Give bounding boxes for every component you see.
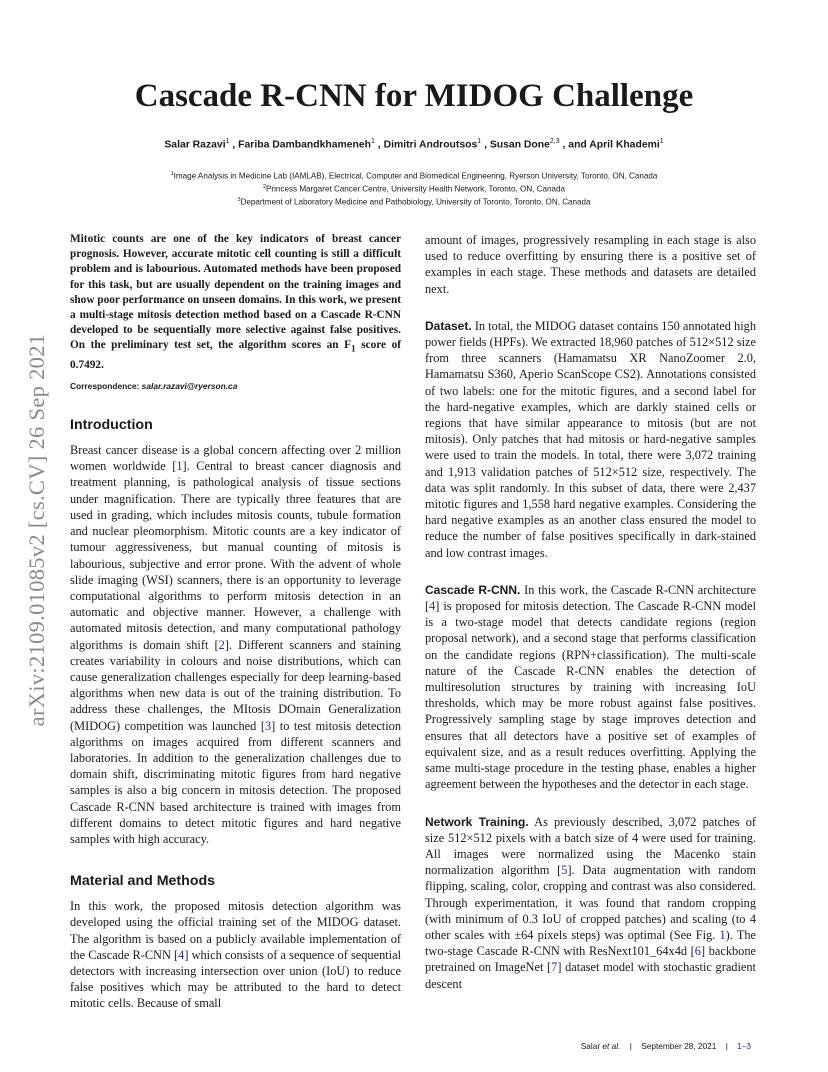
footer-author: Salar	[580, 1041, 601, 1051]
body-text: As previously described, 3,072 patches of size 512×512 pixels with a batch size of 4 were used for training. All images were normalized using the Macenko stain normalization algorithm [	[425, 814, 756, 878]
footer-page-number[interactable]: 1–3	[737, 1041, 751, 1051]
author-name: April Khademi	[589, 139, 660, 151]
affiliation-mark: 1	[170, 171, 174, 177]
footer-date: September 28, 2021	[641, 1041, 717, 1051]
author-name: Dimitri Androutsos	[383, 139, 478, 151]
arxiv-stamp	[22, 290, 52, 770]
footer-separator: |	[629, 1041, 632, 1051]
citation-link[interactable]: 4	[429, 599, 436, 614]
author-separator: , and	[559, 139, 590, 151]
abstract-text-end: score of 0.7492.	[70, 339, 401, 371]
body-text: In this work, the Cascade R-CNN architecture [	[425, 582, 756, 614]
footer-etal: et al.	[602, 1041, 621, 1051]
body-text: Breast cancer disease is a global concern affecting over 2 million women worldwide [	[70, 443, 401, 474]
right-column	[425, 232, 756, 992]
body-text: In total, the MIDOG dataset contains 150 annotated high power fields (HPFs). We extracted 18,960 patches of 512×512 size from three scanners (Hamamatsu XR NanoZoomer 2.0, Hamamatsu S360, Aperio ScanScope CS2). Annotations consisted of two labels: one for the mitotic figures, and a second label for the hard-negative examples, which are darkly stained cells or regions that have similar appearance to mitosis (but are not mitosis). Only patches that had mitosis or hard-negative samples were used to train the models. In total, there were 3,072 training and 1,913 validation patches of 512×512 size, respectively. The data was split randomly. In this subset of data, there were 2,437 mitotic figures and 1,558 hard negative examples. Considering the hard negative examples as an another class ensured the model to reduce the number of false positives specifically in dark-stained and low contrast images.	[425, 318, 756, 560]
body-text: ]. Data augmentation with random flipping, scaling, color, cropping and contrast was also considered. Through experimentation, it was found that random cropping (with minimum of 0.3 IoU of cropped patches) and scaling (to 4 other scales with ±64 pixels steps) was optimal (See Fig.	[425, 863, 756, 942]
affiliation-list	[0, 169, 828, 208]
body-text: ]. Central to breast cancer diagnosis and treatment planning, is pathological analysis of tissue sections under magnification. There are typically three features that are used in grading, which includes mitosis counts, tubule formation and nuclear pleomorphism. Mitotic counts are a key indicator of tumour aggressiveness, but manual counting of mitosis is labourious, subjective and error prone. With the advent of whole slide imaging (WSI) scanners, there is an opportunity to leverage computational algorithms to perform mitosis detection in an automatic and objective manner. However, a challenge with automated mitosis detection, and many computational pathology algorithms is domain shift [	[70, 459, 401, 652]
author-affiliation-mark: 1	[659, 138, 664, 145]
left-column	[70, 232, 401, 1012]
author-list	[0, 138, 828, 150]
author-affiliation-mark: 2,3	[549, 138, 560, 145]
author-affiliation-mark: 1	[225, 138, 230, 145]
arxiv-stamp-text: arXiv:2109.01085v2 [cs.CV] 26 Sep 2021	[24, 333, 49, 727]
citation-link[interactable]: 2	[218, 637, 225, 652]
body-text: ] backbone pretrained on ImageNet [	[425, 944, 757, 975]
f1-subscript: 1	[350, 344, 356, 355]
citation-link[interactable]: 3	[264, 718, 272, 733]
citation-link[interactable]: 7	[551, 960, 558, 975]
correspondence	[70, 381, 401, 391]
affiliation-mark: 2	[262, 183, 267, 190]
abstract-text: Mitotic counts are one of the key indicators of breast cancer prognosis. However, accurate mitotic cell counting is still a difficult problem and is labourious. Automated methods have been proposed for this task, but are usually dependent on the training images and show poor performance on unseen domains. In this work, we present a multi-stage mitosis detection method based on a Cascade R-CNN developed to be sequentially more selective against false positives. On the preliminary test set, the algorithm scores an F	[70, 233, 401, 352]
author-name: Salar Razavi	[164, 139, 226, 151]
body-text: ] is proposed for mitosis detection. The Cascade R-CNN model is a two-stage model that detects candidate regions (region proposal network), and a second stage that performs classification on the candidate regions (RPN+classification). The multi-scale nature of the Cascade R-CNN enables the detection of multiresolution structures by training with increasing IoU thresholds, which may be more robust against false positives. Progressively sampling stage by stage improves detection and ensures that all detectors have a positive set of examples of equivalent size, and as a result reduces overfitting. Applying the same multi-stage procedure in the testing phase, enables a higher agreement between the hypotheses and the detector in each stage.	[425, 599, 756, 792]
author-separator: ,	[481, 139, 490, 151]
correspondence-email[interactable]: salar.razavi@ryerson.ca	[141, 381, 238, 392]
affiliation	[0, 182, 828, 195]
methods-heading: Material and Methods	[70, 873, 216, 890]
dataset-paragraph	[425, 318, 756, 561]
introduction-heading: Introduction	[70, 417, 153, 434]
body-text: ] to test mitosis detection algorithms on images acquired from different scanners and laboratories. In addition to the generalization challenges due to domain shift, discriminating mitotic figures from hard negative samples is also a big concern in mitosis detection. The proposed Cascade R-CNN based architecture is trained with images from different domains to detect mitotic figures and hard negative samples with high accuracy.	[70, 718, 401, 846]
affiliation-mark: 3	[237, 196, 241, 203]
page-footer	[581, 1041, 751, 1051]
body-text: ] dataset model with stochastic gradient descent	[425, 960, 756, 991]
body-text: In this work, the proposed mitosis detection algorithm was developed using the official training set of the MIDOG dataset. The algorithm is based on a publicly available implementation of the Cascade R-CNN [	[70, 899, 401, 962]
methods-body-continued: amount of images, progressively resampling in each stage is also used to reduce overfitting by ensuring there is a positive set of examples in each stage. These methods and datasets are detailed next.	[425, 233, 756, 296]
author-affiliation-mark: 1	[477, 138, 482, 145]
affiliation-text: Department of Laboratory Medicine and Pathobiology, University of Toronto, Toronto, ON, Canada	[240, 197, 591, 207]
cascade-paragraph	[425, 582, 756, 793]
author-name: Susan Done	[489, 139, 550, 151]
affiliation	[0, 169, 828, 182]
citation-link[interactable]: 6	[694, 944, 701, 959]
figure-link[interactable]: 1	[719, 927, 726, 942]
abstract	[70, 232, 401, 373]
body-text: ]. Different scanners and staining creates variability in colours and noise distributions, which can cause generalization challenges especially for deep learning-based algorithms when new data is out of the training distribution. To address these challenges, the MItosis DOmain Generalization (MIDOG) competition was launched [	[70, 637, 401, 733]
author-separator: ,	[229, 139, 239, 151]
author-separator: ,	[374, 139, 384, 151]
citation-link[interactable]: 5	[561, 863, 568, 878]
correspondence-label: Correspondence:	[70, 381, 140, 392]
affiliation-text: Princess Margaret Cancer Centre, University Health Network, Toronto, ON, Canada	[266, 184, 566, 194]
network-training-paragraph	[425, 814, 756, 992]
affiliation	[0, 195, 828, 208]
citation-link[interactable]: 4	[178, 947, 185, 962]
body-text: ] which consists of a sequence of sequential detectors with increasing intersection over union (IoU) to reduce false positives which may be attributed to the hard to detect mitotic cells. Because of small	[70, 947, 402, 1011]
citation-link[interactable]: 1	[176, 459, 183, 474]
footer-separator: |	[725, 1041, 728, 1051]
network-training-runin-heading: Network Training.	[425, 814, 529, 829]
introduction-body	[70, 442, 401, 847]
affiliation-text: Image Analysis in Medicine Lab (IAMLAB), Electrical, Computer and Biomedical Engineering, Ryerson University, Toronto, ON, Canada	[173, 171, 658, 181]
body-text: ). The two-stage Cascade R-CNN with ResNext101_64x4d [	[425, 927, 757, 959]
dataset-runin-heading: Dataset.	[425, 318, 472, 333]
paper-title: Cascade R-CNN for MIDOG Challenge	[134, 78, 694, 114]
author-affiliation-mark: 1	[370, 138, 375, 145]
cascade-runin-heading: Cascade R-CNN.	[425, 582, 521, 597]
author-name: Fariba Dambandkhameneh	[238, 139, 371, 151]
methods-body	[70, 898, 401, 1011]
